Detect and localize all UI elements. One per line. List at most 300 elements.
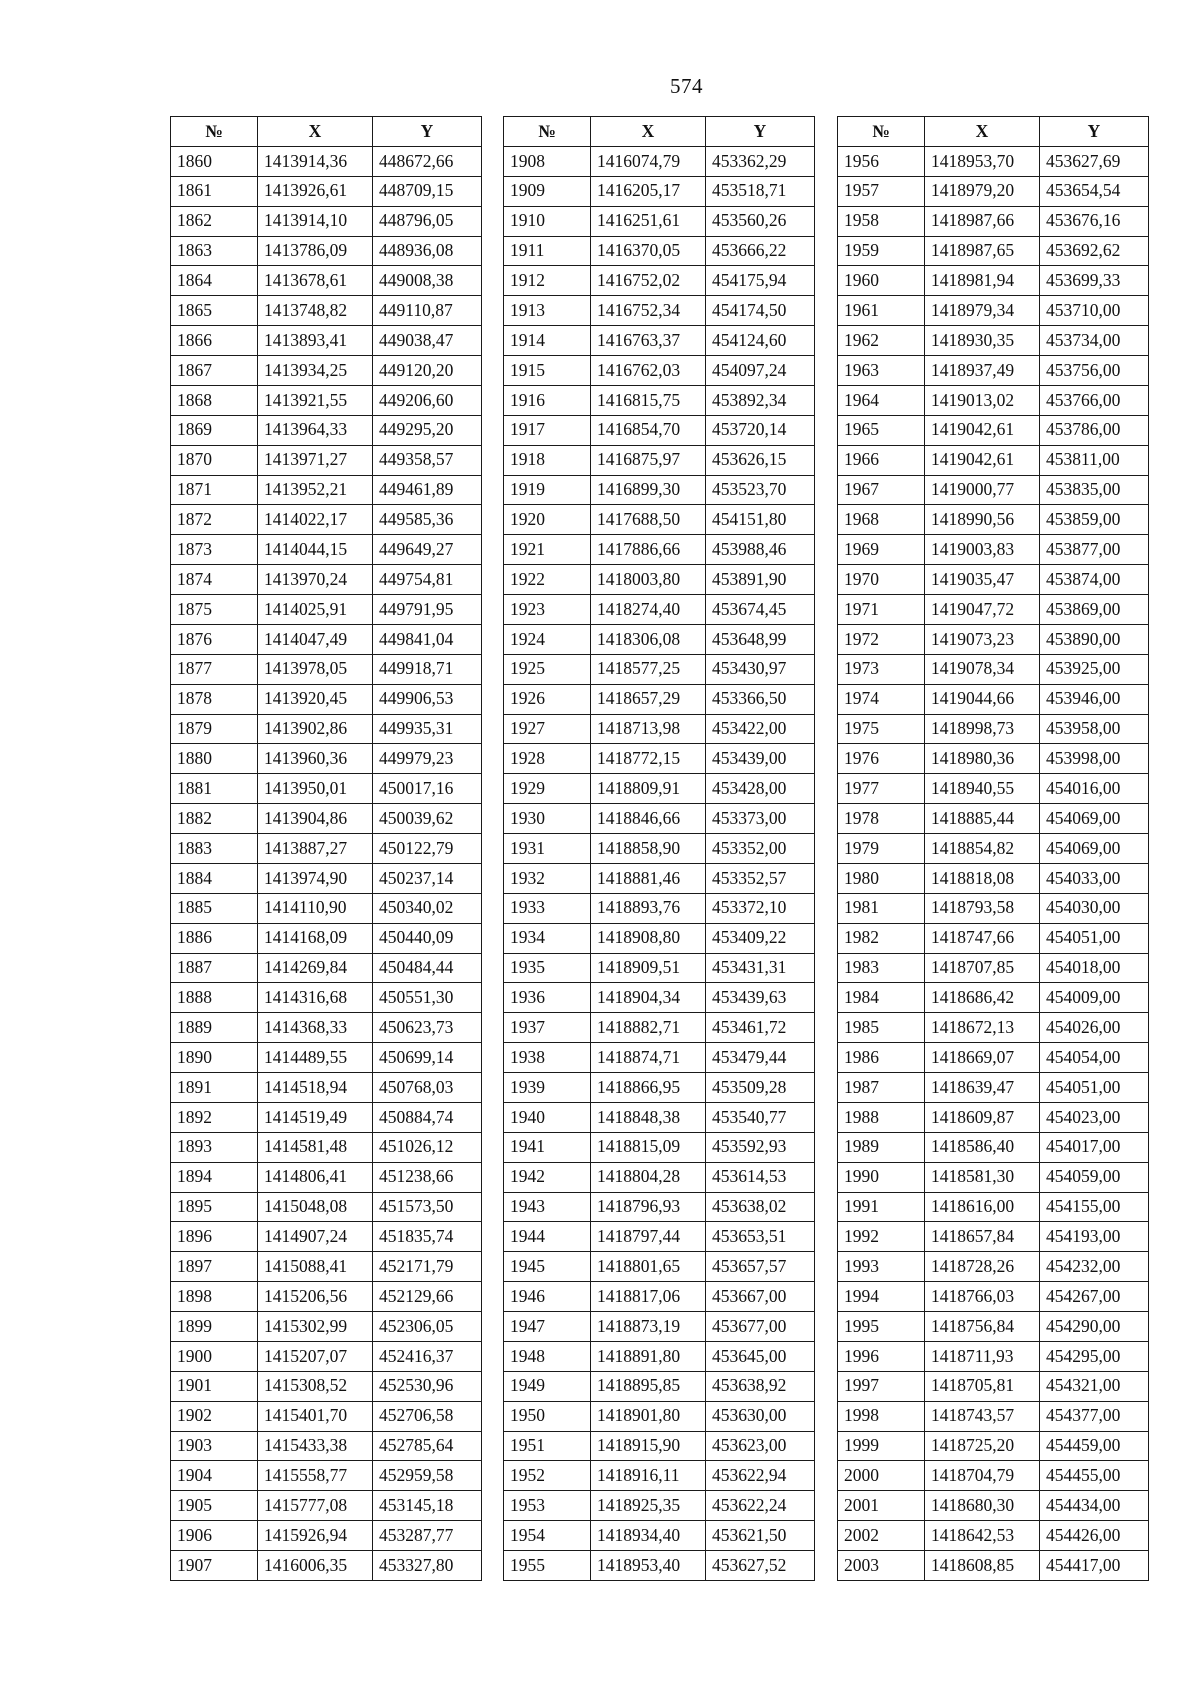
cell-y: 453667,00 — [706, 1282, 815, 1312]
cell-y: 453811,00 — [1040, 445, 1149, 475]
cell-number: 1865 — [171, 296, 258, 326]
table-row — [838, 1222, 1149, 1252]
table-row — [838, 774, 1149, 804]
table-row — [171, 1043, 482, 1073]
cell-y: 453674,45 — [706, 595, 815, 625]
cell-number: 1954 — [504, 1521, 591, 1551]
cell-y: 453874,00 — [1040, 565, 1149, 595]
cell-x: 1413902,86 — [258, 714, 373, 744]
table-row — [171, 624, 482, 654]
cell-number: 1895 — [171, 1192, 258, 1222]
table-row — [171, 146, 482, 176]
cell-x: 1418895,85 — [591, 1371, 706, 1401]
cell-y: 453287,77 — [373, 1521, 482, 1551]
table-row — [171, 505, 482, 535]
table-row — [504, 326, 815, 356]
cell-x: 1418873,19 — [591, 1312, 706, 1342]
cell-number: 1945 — [504, 1252, 591, 1282]
cell-x: 1413978,05 — [258, 654, 373, 684]
cell-x: 1418793,58 — [925, 893, 1040, 923]
cell-number: 1916 — [504, 385, 591, 415]
table-row — [838, 983, 1149, 1013]
cell-x: 1413971,27 — [258, 445, 373, 475]
cell-number: 1930 — [504, 804, 591, 834]
cell-y: 453998,00 — [1040, 744, 1149, 774]
cell-y: 454175,94 — [706, 266, 815, 296]
cell-number: 2001 — [838, 1491, 925, 1521]
table-row — [838, 296, 1149, 326]
cell-x: 1418874,71 — [591, 1043, 706, 1073]
cell-y: 453509,28 — [706, 1073, 815, 1103]
cell-y: 453439,00 — [706, 744, 815, 774]
cell-x: 1418657,84 — [925, 1222, 1040, 1252]
cell-x: 1416205,17 — [591, 176, 706, 206]
cell-number: 1958 — [838, 206, 925, 236]
table-row — [171, 953, 482, 983]
cell-number: 1982 — [838, 923, 925, 953]
cell-x: 1418672,13 — [925, 1013, 1040, 1043]
table-row — [838, 266, 1149, 296]
cell-number: 1997 — [838, 1371, 925, 1401]
table-row — [838, 923, 1149, 953]
cell-number: 1948 — [504, 1341, 591, 1371]
cell-x: 1418953,40 — [591, 1551, 706, 1581]
table-row — [171, 654, 482, 684]
header-row — [504, 117, 815, 147]
cell-number: 1860 — [171, 146, 258, 176]
header-x: X — [258, 117, 373, 147]
cell-number: 1925 — [504, 654, 591, 684]
cell-number: 1919 — [504, 475, 591, 505]
table-row — [838, 1551, 1149, 1581]
table-row — [504, 804, 815, 834]
table-row — [504, 834, 815, 864]
cell-x: 1418581,30 — [925, 1162, 1040, 1192]
cell-number: 1896 — [171, 1222, 258, 1252]
cell-number: 1927 — [504, 714, 591, 744]
cell-y: 454033,00 — [1040, 863, 1149, 893]
cell-y: 453523,70 — [706, 475, 815, 505]
cell-number: 1994 — [838, 1282, 925, 1312]
table-row — [504, 684, 815, 714]
table-row — [171, 565, 482, 595]
cell-number: 1950 — [504, 1401, 591, 1431]
cell-number: 1983 — [838, 953, 925, 983]
table-row — [838, 595, 1149, 625]
cell-y: 454174,50 — [706, 296, 815, 326]
cell-x: 1418680,30 — [925, 1491, 1040, 1521]
table-row — [838, 206, 1149, 236]
table-row — [504, 1551, 815, 1581]
cell-x: 1418818,08 — [925, 863, 1040, 893]
cell-x: 1417688,50 — [591, 505, 706, 535]
cell-x: 1416074,79 — [591, 146, 706, 176]
cell-x: 1416006,35 — [258, 1551, 373, 1581]
cell-x: 1418815,09 — [591, 1132, 706, 1162]
cell-y: 453869,00 — [1040, 595, 1149, 625]
table-row — [838, 744, 1149, 774]
cell-y: 453621,50 — [706, 1521, 815, 1551]
table-row — [504, 1521, 815, 1551]
cell-x: 1413960,36 — [258, 744, 373, 774]
cell-number: 1935 — [504, 953, 591, 983]
cell-x: 1418743,57 — [925, 1401, 1040, 1431]
cell-x: 1418306,08 — [591, 624, 706, 654]
table-row — [838, 535, 1149, 565]
cell-x: 1413904,86 — [258, 804, 373, 834]
cell-x: 1414518,94 — [258, 1073, 373, 1103]
table-row — [171, 1521, 482, 1551]
cell-x: 1418669,07 — [925, 1043, 1040, 1073]
cell-x: 1418609,87 — [925, 1102, 1040, 1132]
table-row — [504, 565, 815, 595]
cell-number: 1868 — [171, 385, 258, 415]
cell-x: 1419035,47 — [925, 565, 1040, 595]
table-row — [171, 714, 482, 744]
table-row — [504, 176, 815, 206]
cell-x: 1418940,55 — [925, 774, 1040, 804]
cell-number: 1939 — [504, 1073, 591, 1103]
cell-y: 454018,00 — [1040, 953, 1149, 983]
table-row — [838, 326, 1149, 356]
cell-y: 453710,00 — [1040, 296, 1149, 326]
cell-y: 449935,31 — [373, 714, 482, 744]
cell-number: 1890 — [171, 1043, 258, 1073]
cell-y: 454059,00 — [1040, 1162, 1149, 1192]
cell-x: 1419013,02 — [925, 385, 1040, 415]
cell-number: 1957 — [838, 176, 925, 206]
cell-x: 1418642,53 — [925, 1521, 1040, 1551]
cell-x: 1418705,81 — [925, 1371, 1040, 1401]
cell-number: 1977 — [838, 774, 925, 804]
table-row — [838, 624, 1149, 654]
cell-number: 1904 — [171, 1461, 258, 1491]
cell-y: 450551,30 — [373, 983, 482, 1013]
cell-y: 449841,04 — [373, 624, 482, 654]
table-row — [504, 1132, 815, 1162]
cell-x: 1418848,38 — [591, 1102, 706, 1132]
cell-x: 1413887,27 — [258, 834, 373, 864]
cell-y: 450699,14 — [373, 1043, 482, 1073]
header-x: X — [591, 117, 706, 147]
cell-number: 1914 — [504, 326, 591, 356]
cell-x: 1418704,79 — [925, 1461, 1040, 1491]
cell-y: 453859,00 — [1040, 505, 1149, 535]
cell-y: 454290,00 — [1040, 1312, 1149, 1342]
table-row — [838, 1282, 1149, 1312]
cell-x: 1414110,90 — [258, 893, 373, 923]
table-row — [171, 475, 482, 505]
cell-y: 450440,09 — [373, 923, 482, 953]
cell-number: 1906 — [171, 1521, 258, 1551]
cell-y: 453988,46 — [706, 535, 815, 565]
cell-x: 1418891,80 — [591, 1341, 706, 1371]
cell-x: 1416752,02 — [591, 266, 706, 296]
cell-y: 449110,87 — [373, 296, 482, 326]
table-row — [171, 1252, 482, 1282]
cell-x: 1416762,03 — [591, 356, 706, 386]
cell-y: 453877,00 — [1040, 535, 1149, 565]
cell-number: 1964 — [838, 385, 925, 415]
cell-number: 1962 — [838, 326, 925, 356]
cell-y: 454026,00 — [1040, 1013, 1149, 1043]
cell-y: 453623,00 — [706, 1431, 815, 1461]
cell-x: 1413893,41 — [258, 326, 373, 356]
cell-number: 1901 — [171, 1371, 258, 1401]
table-row — [504, 744, 815, 774]
cell-number: 1864 — [171, 266, 258, 296]
cell-y: 453431,31 — [706, 953, 815, 983]
header-y: Y — [1040, 117, 1149, 147]
cell-y: 448709,15 — [373, 176, 482, 206]
cell-x: 1416815,75 — [591, 385, 706, 415]
table-row — [504, 1431, 815, 1461]
cell-y: 452306,05 — [373, 1312, 482, 1342]
cell-y: 449461,89 — [373, 475, 482, 505]
table-row — [504, 624, 815, 654]
table-row — [838, 146, 1149, 176]
table-row — [171, 1491, 482, 1521]
cell-x: 1414316,68 — [258, 983, 373, 1013]
cell-y: 453890,00 — [1040, 624, 1149, 654]
cell-number: 1966 — [838, 445, 925, 475]
cell-number: 1885 — [171, 893, 258, 923]
cell-x: 1414907,24 — [258, 1222, 373, 1252]
table-body — [171, 146, 482, 1580]
table-row — [838, 953, 1149, 983]
cell-number: 1947 — [504, 1312, 591, 1342]
cell-y: 454232,00 — [1040, 1252, 1149, 1282]
cell-x: 1418858,90 — [591, 834, 706, 864]
cell-number: 1936 — [504, 983, 591, 1013]
table-row — [838, 1162, 1149, 1192]
cell-y: 454434,00 — [1040, 1491, 1149, 1521]
cell-number: 2003 — [838, 1551, 925, 1581]
cell-y: 453327,80 — [373, 1551, 482, 1581]
table-row — [171, 266, 482, 296]
cell-number: 1929 — [504, 774, 591, 804]
cell-x: 1418981,94 — [925, 266, 1040, 296]
table-row — [504, 1013, 815, 1043]
table-row — [504, 1401, 815, 1431]
cell-number: 1937 — [504, 1013, 591, 1043]
cell-number: 1974 — [838, 684, 925, 714]
cell-x: 1418608,85 — [925, 1551, 1040, 1581]
cell-number: 1978 — [838, 804, 925, 834]
cell-y: 450884,74 — [373, 1102, 482, 1132]
cell-x: 1418990,56 — [925, 505, 1040, 535]
cell-x: 1415777,08 — [258, 1491, 373, 1521]
cell-number: 1897 — [171, 1252, 258, 1282]
cell-number: 1893 — [171, 1132, 258, 1162]
cell-y: 454151,80 — [706, 505, 815, 535]
cell-x: 1414519,49 — [258, 1102, 373, 1132]
cell-number: 1894 — [171, 1162, 258, 1192]
cell-x: 1416854,70 — [591, 415, 706, 445]
table-row — [504, 1341, 815, 1371]
cell-x: 1419003,83 — [925, 535, 1040, 565]
coordinates-table-2 — [503, 116, 815, 1581]
cell-x: 1416875,97 — [591, 445, 706, 475]
table-row — [171, 1371, 482, 1401]
cell-number: 1867 — [171, 356, 258, 386]
table-row — [504, 1222, 815, 1252]
cell-x: 1413786,09 — [258, 236, 373, 266]
cell-y: 453627,69 — [1040, 146, 1149, 176]
cell-y: 454455,00 — [1040, 1461, 1149, 1491]
table-row — [171, 863, 482, 893]
table-row — [171, 1401, 482, 1431]
cell-x: 1415401,70 — [258, 1401, 373, 1431]
cell-y: 449295,20 — [373, 415, 482, 445]
cell-x: 1418274,40 — [591, 595, 706, 625]
cell-number: 1988 — [838, 1102, 925, 1132]
cell-number: 1899 — [171, 1312, 258, 1342]
table-row — [838, 1043, 1149, 1073]
cell-x: 1419047,72 — [925, 595, 1040, 625]
cell-x: 1413914,36 — [258, 146, 373, 176]
cell-number: 1915 — [504, 356, 591, 386]
table-row — [838, 475, 1149, 505]
table-row — [171, 1162, 482, 1192]
cell-number: 1887 — [171, 953, 258, 983]
cell-number: 1943 — [504, 1192, 591, 1222]
table-row — [838, 863, 1149, 893]
cell-y: 453622,24 — [706, 1491, 815, 1521]
cell-number: 1990 — [838, 1162, 925, 1192]
cell-y: 451573,50 — [373, 1192, 482, 1222]
table-row — [171, 296, 482, 326]
table-row — [171, 206, 482, 236]
table-row — [171, 326, 482, 356]
cell-y: 452785,64 — [373, 1431, 482, 1461]
cell-x: 1418817,06 — [591, 1282, 706, 1312]
cell-x: 1418657,29 — [591, 684, 706, 714]
cell-number: 1963 — [838, 356, 925, 386]
cell-x: 1416370,05 — [591, 236, 706, 266]
cell-number: 1918 — [504, 445, 591, 475]
cell-x: 1413678,61 — [258, 266, 373, 296]
table-row — [504, 1371, 815, 1401]
cell-y: 449038,47 — [373, 326, 482, 356]
cell-number: 1922 — [504, 565, 591, 595]
cell-number: 1938 — [504, 1043, 591, 1073]
header-x: X — [925, 117, 1040, 147]
cell-y: 453540,77 — [706, 1102, 815, 1132]
cell-number: 1979 — [838, 834, 925, 864]
cell-x: 1419000,77 — [925, 475, 1040, 505]
cell-y: 453676,16 — [1040, 206, 1149, 236]
table-row — [504, 385, 815, 415]
cell-x: 1419044,66 — [925, 684, 1040, 714]
cell-y: 453439,63 — [706, 983, 815, 1013]
table-row — [504, 1491, 815, 1521]
cell-y: 449008,38 — [373, 266, 482, 296]
cell-x: 1417886,66 — [591, 535, 706, 565]
cell-x: 1418804,28 — [591, 1162, 706, 1192]
cell-y: 453362,29 — [706, 146, 815, 176]
cell-x: 1419078,34 — [925, 654, 1040, 684]
table-row — [838, 1102, 1149, 1132]
cell-x: 1413970,24 — [258, 565, 373, 595]
table-row — [838, 176, 1149, 206]
cell-x: 1416251,61 — [591, 206, 706, 236]
table-row — [838, 804, 1149, 834]
cell-x: 1415302,99 — [258, 1312, 373, 1342]
cell-y: 454124,60 — [706, 326, 815, 356]
cell-number: 1900 — [171, 1341, 258, 1371]
cell-x: 1413964,33 — [258, 415, 373, 445]
cell-x: 1418987,65 — [925, 236, 1040, 266]
cell-x: 1414047,49 — [258, 624, 373, 654]
cell-y: 453638,02 — [706, 1192, 815, 1222]
cell-x: 1418686,42 — [925, 983, 1040, 1013]
cell-y: 453891,90 — [706, 565, 815, 595]
table-row — [504, 595, 815, 625]
table-row — [504, 236, 815, 266]
cell-number: 1903 — [171, 1431, 258, 1461]
table-row — [838, 415, 1149, 445]
cell-x: 1415433,38 — [258, 1431, 373, 1461]
cell-y: 453892,34 — [706, 385, 815, 415]
cell-x: 1419073,23 — [925, 624, 1040, 654]
table-row — [171, 415, 482, 445]
table-row — [504, 356, 815, 386]
table-row — [504, 654, 815, 684]
cell-x: 1413748,82 — [258, 296, 373, 326]
cell-y: 452171,79 — [373, 1252, 482, 1282]
cell-number: 1921 — [504, 535, 591, 565]
cell-y: 450017,16 — [373, 774, 482, 804]
cell-number: 1952 — [504, 1461, 591, 1491]
cell-x: 1418893,76 — [591, 893, 706, 923]
cell-x: 1418885,44 — [925, 804, 1040, 834]
cell-y: 454051,00 — [1040, 923, 1149, 953]
cell-number: 1886 — [171, 923, 258, 953]
cell-y: 454069,00 — [1040, 834, 1149, 864]
table-row — [504, 1102, 815, 1132]
cell-x: 1415088,41 — [258, 1252, 373, 1282]
cell-x: 1416763,37 — [591, 326, 706, 356]
cell-number: 1953 — [504, 1491, 591, 1521]
cell-number: 1882 — [171, 804, 258, 834]
table-row — [838, 1341, 1149, 1371]
cell-x: 1418901,80 — [591, 1401, 706, 1431]
cell-x: 1414044,15 — [258, 535, 373, 565]
cell-y: 449649,27 — [373, 535, 482, 565]
cell-number: 1877 — [171, 654, 258, 684]
cell-y: 453786,00 — [1040, 415, 1149, 445]
cell-y: 448936,08 — [373, 236, 482, 266]
table-row — [504, 415, 815, 445]
cell-number: 1932 — [504, 863, 591, 893]
cell-x: 1418909,51 — [591, 953, 706, 983]
cell-y: 452959,58 — [373, 1461, 482, 1491]
table-row — [171, 1192, 482, 1222]
table-row — [171, 356, 482, 386]
table-row — [171, 744, 482, 774]
cell-number: 1884 — [171, 863, 258, 893]
cell-number: 1907 — [171, 1551, 258, 1581]
cell-x: 1418998,73 — [925, 714, 1040, 744]
cell-y: 454459,00 — [1040, 1431, 1149, 1461]
cell-number: 1961 — [838, 296, 925, 326]
table-row — [171, 1341, 482, 1371]
cell-x: 1418854,82 — [925, 834, 1040, 864]
table-row — [838, 565, 1149, 595]
cell-y: 453657,57 — [706, 1252, 815, 1282]
cell-number: 1960 — [838, 266, 925, 296]
